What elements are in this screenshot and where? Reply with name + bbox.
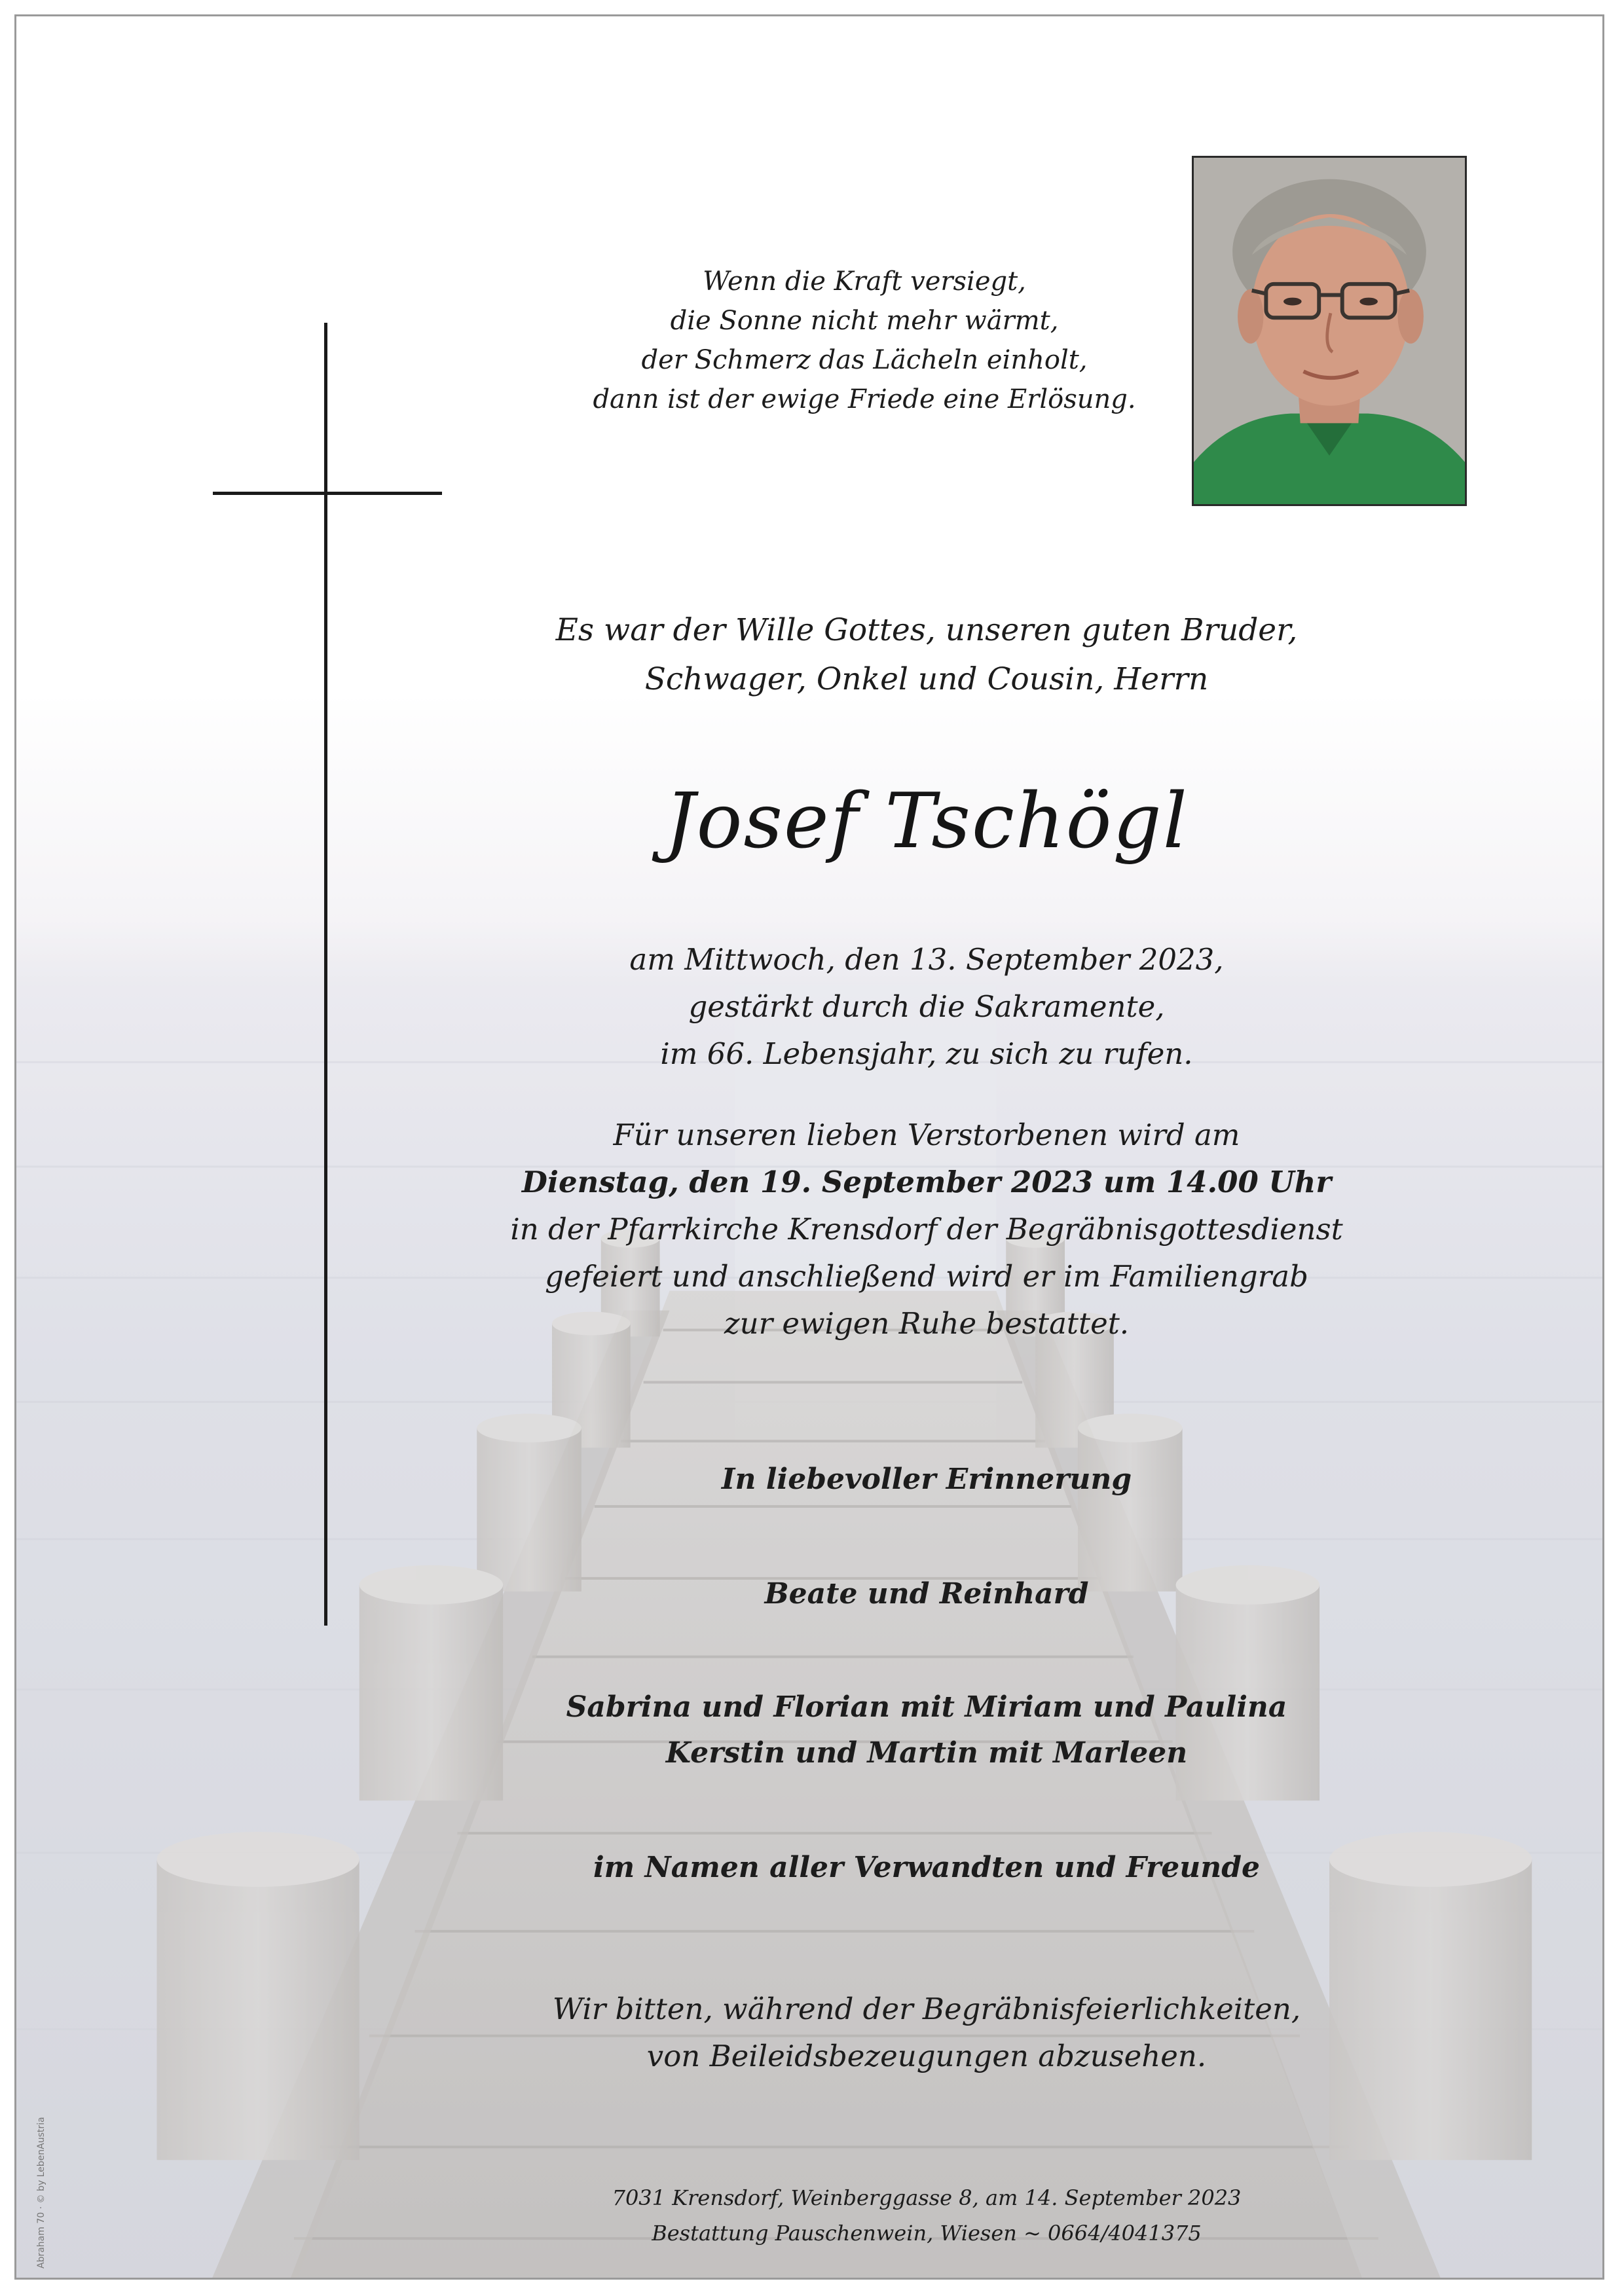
footer-address: 7031 Krensdorf, Weinberggasse 8, am 14. September 2023 — [612, 2185, 1242, 2210]
funeral-details — [501, 1112, 1352, 1347]
verse-line: die Sonne nicht mehr wärmt, — [670, 306, 1059, 336]
verse-line: der Schmerz das Lächeln einholt, — [641, 345, 1088, 375]
condolence-request — [501, 1986, 1352, 2080]
deceased-name: Josef Tschögl — [665, 777, 1189, 866]
footer-undertaker: Bestattung Pauschenwein, Wiesen ~ 0664/4041375 — [652, 2221, 1202, 2246]
death-line: am Mittwoch, den 13. September 2023, — [629, 942, 1224, 977]
verse-line: Wenn die Kraft versiegt, — [703, 266, 1026, 297]
funeral-line: in der Pfarrkirche Krensdorf der Begräbnisgottesdienst — [510, 1212, 1343, 1247]
cross-vertical-bar — [324, 323, 327, 1626]
funeral-line: zur ewigen Ruhe bestattet. — [724, 1306, 1130, 1341]
funeral-line: gefeiert und anschließend wird er im Familiengrab — [545, 1259, 1308, 1294]
request-line: von Beileidsbezeugungen abzusehen. — [646, 2039, 1207, 2073]
cross-horizontal-bar — [213, 492, 442, 495]
mourner-families — [501, 1685, 1352, 1776]
verse-line: dann ist der ewige Friede eine Erlösung. — [593, 384, 1136, 414]
mourner-siblings: Beate und Reinhard — [764, 1577, 1089, 1611]
footer — [501, 2180, 1352, 2251]
portrait-photo — [1192, 156, 1467, 506]
intro-line: Schwager, Onkel und Cousin, Herrn — [644, 661, 1209, 697]
funeral-date-time: Dienstag, den 19. September 2023 um 14.00 Uhr — [521, 1165, 1332, 1199]
death-line: gestärkt durch die Sakramente, — [688, 989, 1165, 1024]
memorial-verse — [586, 262, 1143, 419]
closing-phrase: In liebevoller Erinnerung — [721, 1463, 1132, 1496]
mourner-family-line: Kerstin und Martin mit Marleen — [665, 1736, 1188, 1770]
death-details — [501, 936, 1352, 1078]
mourner-others: im Namen aller Verwandten und Freunde — [593, 1851, 1261, 1884]
intro-line: Es war der Wille Gottes, unseren guten Bruder, — [555, 612, 1298, 648]
request-line: Wir bitten, während der Begräbnisfeierlichkeiten, — [552, 1992, 1301, 2026]
obituary-card — [14, 14, 1604, 2280]
death-line: im 66. Lebensjahr, zu sich zu rufen. — [660, 1036, 1193, 1071]
intro-text — [501, 606, 1352, 704]
funeral-intro: Für unseren lieben Verstorbenen wird am — [613, 1118, 1240, 1152]
side-credit: Abraham 70 · © by LebenAustria — [36, 2117, 46, 2269]
mourner-family-line: Sabrina und Florian mit Miriam und Paulina — [566, 1690, 1287, 1724]
